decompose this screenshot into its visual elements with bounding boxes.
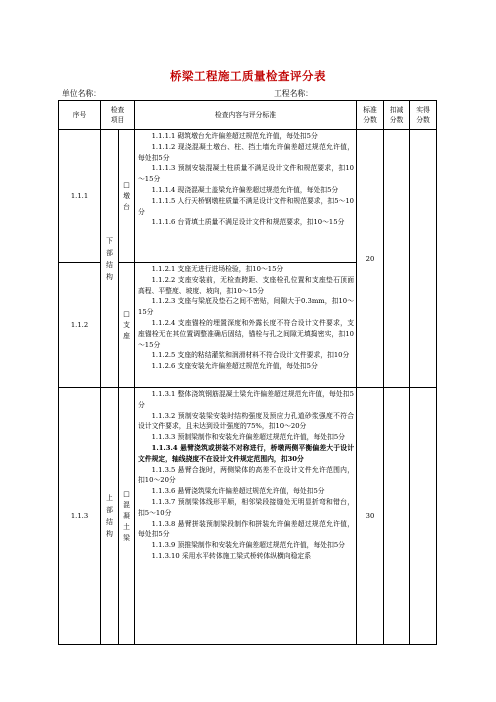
sub-item-char: 凝: [123, 511, 130, 520]
row-content: [135, 388, 357, 645]
group-label-char: 构: [106, 530, 113, 538]
sub-item-char: □: [123, 309, 130, 318]
deduct-score-cell[interactable]: [384, 130, 410, 388]
sub-item-char: 墩: [123, 191, 130, 200]
header-content: 检查内容与评分标准: [135, 101, 357, 130]
unit-name-label: 单位名称：: [62, 89, 101, 98]
header-actual: [410, 101, 437, 130]
sub-item-char: 座: [123, 331, 130, 340]
criterion-text: 1.1.3.4 悬臂浇筑或拼装不对称进行，桥墩两侧平衡偏差大于设计文件规定，轴线挠度不在设计文件规定范围内，扣30分: [138, 443, 354, 463]
criterion-text: 1.1.2.3 支座与梁底及垫石之间不密贴，间隙大于0.3mm，扣10～15分: [138, 297, 354, 317]
header-seq: 序号: [59, 101, 101, 130]
group-label-char: 上: [106, 494, 113, 502]
sub-item-char: 支: [123, 320, 130, 329]
criterion-text: 1.1.3.2 预制安装梁安装时结构强度及预应力孔道砂浆强度不符合设计文件要求，且未达到设计强度的75%，扣10～20分: [138, 411, 354, 431]
deduct-score-cell[interactable]: [384, 388, 410, 645]
header-check-item-text: 检查: [110, 106, 125, 114]
sub-item: [119, 263, 135, 388]
std-score: 20: [357, 130, 384, 388]
criterion-text: 1.1.3.7 预制梁体线形平顺，相邻梁段接缝处无明显折弯和错台，扣5～10分: [138, 497, 354, 517]
sub-item: [119, 388, 135, 645]
criterion-text: 1.1.2.2 支座安装前，无检查跨距、支座栓孔位置和支座垫石顶面高程、平整度、坡度、坡向，扣10～15分: [138, 275, 354, 295]
group-label: [101, 130, 119, 388]
criterion-text: 1.1.3.5 悬臂合拢时，两侧梁体的高差不在设计文件允许范围内，扣10～20分: [138, 465, 354, 485]
criterion-text: 1.1.1.3 预制安装混凝土柱质量不满足设计文件和规范要求，扣10～15分: [138, 164, 354, 184]
group-label-char: 下: [106, 236, 113, 245]
group-label-char: 部: [106, 248, 113, 257]
table-row: [59, 130, 437, 263]
criterion-text: 1.1.2.4 支座锚栓的埋置深度和外露长度不符合设计文件要求，支座锚栓无在其位置调整准确后固结，锚栓与孔之间隙无填捣密实，扣10～15分: [138, 318, 354, 349]
sub-item-char: 梁: [123, 533, 130, 542]
header-std-score-text: 标准: [363, 106, 377, 114]
criterion-text: 1.1.2.6 支座安装允许偏差超过规范允许值，每处扣5分: [151, 362, 318, 371]
std-score: 30: [357, 388, 384, 645]
row-seq: 1.1.3: [59, 388, 101, 645]
header-std-score-text: 分数: [363, 116, 377, 124]
criterion-text: 1.1.1.6 台背填土质量不满足设计文件和规范要求，扣10～15分: [151, 218, 345, 227]
header-std-score: [357, 101, 384, 130]
group-label-char: 构: [106, 272, 113, 281]
criterion-text: 1.1.1.2 现浇混凝土墩台、柱、挡土墙允许偏差超过规范允许值，每处扣5分: [138, 142, 354, 162]
criterion-text: 1.1.2.5 支座的粘结灌浆和润滑材料不符合设计文件要求，扣10分: [151, 351, 350, 360]
group-label-char: 结: [106, 518, 113, 526]
criterion-text: 1.1.3.3 预制梁制作和安装允许偏差超过规范允许值，每处扣5分: [151, 433, 345, 442]
row-content: [135, 130, 357, 263]
header-row: [59, 101, 437, 130]
actual-score-cell[interactable]: [410, 388, 437, 645]
header-check-item: [101, 101, 135, 130]
score-table: [58, 100, 437, 645]
sub-item-char: 混: [123, 500, 130, 509]
criterion-text: 1.1.1.1 砌筑墩台允许偏差超过规范允许值，每处扣5分: [151, 132, 318, 140]
row-seq: 1.1.2: [59, 263, 101, 388]
header-actual-text: 实得: [416, 106, 430, 114]
group-label-char: 结: [106, 260, 113, 269]
sub-item-char: 台: [123, 202, 130, 211]
sub-item-char: □: [123, 489, 130, 498]
header-deduct: [384, 101, 410, 130]
group-label: [101, 388, 119, 645]
criterion-text: 1.1.2.1 支座无进行进场检验，扣10～15分: [151, 265, 284, 273]
criterion-text: 1.1.1.5 人行天桥钢墩柱质量不满足设计文件和规范要求，扣5～10分: [138, 196, 354, 216]
actual-score-cell[interactable]: [410, 130, 437, 388]
row-seq: 1.1.1: [59, 130, 101, 263]
row-content: [135, 263, 357, 388]
header-check-item-text: 项目: [110, 116, 125, 124]
header-deduct-text: 分数: [389, 116, 404, 124]
header-actual-text: 分数: [416, 116, 430, 124]
criterion-text: 1.1.3.8 悬臂拼装预制梁段制作和拼装允许偏差超过规范允许值，每处扣5分: [138, 519, 354, 539]
sub-item-char: 土: [123, 522, 130, 531]
criterion-text: 1.1.3.9 顶推梁制作和安装允许偏差超过规范允许值，每处扣5分: [151, 541, 345, 550]
sub-item-char: □: [123, 180, 130, 189]
criterion-text: 1.1.3.1 整体浇筑钢筋混凝土梁允许偏差超过规范允许值，每处扣5分: [138, 390, 354, 409]
header-deduct-text: 扣减: [389, 106, 404, 114]
page-title: 桥梁工程施工质量检查评分表: [170, 69, 326, 83]
table-row: [59, 388, 437, 645]
criterion-text: 1.1.3.6 悬臂浇筑梁允许偏差超过规范允许值，每处扣5分: [151, 487, 325, 496]
criterion-text: 1.1.1.4 现浇混凝土盖梁允许偏差超过规范允许值，每处扣5分: [151, 185, 339, 194]
group-label-char: 部: [106, 506, 113, 514]
criterion-text: 1.1.3.10 采用水平转体施工梁式桥转体纵横向稳定系: [151, 551, 311, 560]
sub-item: [119, 130, 135, 263]
project-name-label: 工程名称：: [274, 89, 313, 98]
